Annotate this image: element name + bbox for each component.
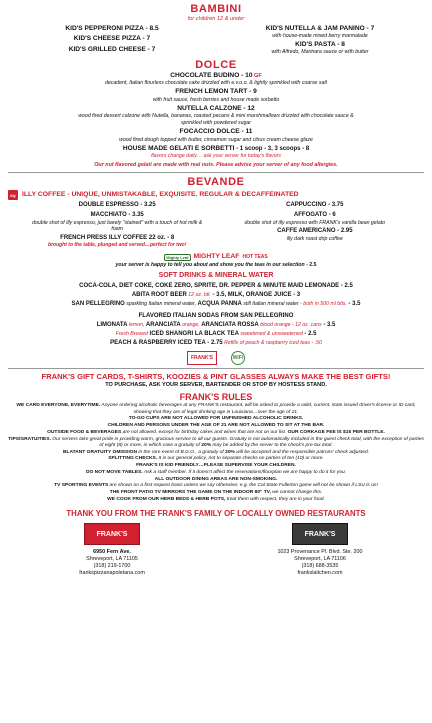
peach-tea-refills: Refills of peach & raspberry iced teas - .50 <box>222 340 322 347</box>
acqua-panna-size: - both in 500 ml btls. <box>298 301 347 308</box>
dolce-section <box>8 72 424 169</box>
location-phone: (318) 688-3535 <box>301 563 339 570</box>
coffee-name: FRENCH PRESS ILLY COFFEE 22 oz. - 8 <box>60 234 175 241</box>
dolce-item-name: FRENCH LEMON TART - 9 <box>175 88 257 96</box>
rule-heading: OUTSIDE FOOD & BEVERAGES <box>47 429 122 435</box>
rule-text: are not allowed, except for birthday cakes and wines that are not on our list. <box>121 429 288 435</box>
coffee-name: MACCHIATO - 3.35 <box>90 211 144 218</box>
italian-sodas-price: - 3.5 <box>321 321 336 328</box>
rules-title: FRANK'S RULES <box>179 391 253 402</box>
bambini-item: KID'S PASTA - 8 <box>295 40 345 48</box>
bambini-right <box>216 25 424 56</box>
dolce-item-name: NUTELLA CALZONE - 12 <box>177 104 255 112</box>
mighty-leaf-logo-icon: Mighty Leaf <box>166 254 189 260</box>
coffee-left <box>26 202 208 251</box>
iced-tea-options: sweetened & unsweetened <box>238 331 303 338</box>
mineral-water-line <box>8 301 424 309</box>
rule-item <box>8 497 424 503</box>
coffee-name: AFFOGATO - 6 <box>293 211 336 218</box>
iced-tea-line <box>8 331 424 339</box>
rule-heading: THE FRONT PATIO TV MIRRORS THE GAME ON THE INDOOR 80" TV, <box>109 490 271 496</box>
illy-logo-icon: illy <box>8 190 18 200</box>
rule-text: Our servers take great pride in providing warm, gracious service to all our guests. Gratuity is not automatically included in the guest check total, with the exception of parties of eight (8) or more, in which case a gratuity of <box>50 436 424 448</box>
rule-emphasis: OUR CORKAGE FEE IS $15 PER BOTTLE. <box>287 429 385 435</box>
coffee-item <box>26 212 208 233</box>
root-beer-size: 12 oz. btl. <box>186 291 211 298</box>
footer <box>8 523 424 577</box>
divider <box>8 172 424 173</box>
coffee-desc: double shot of illy espresso with FRANK's vanilla bean gelato <box>244 219 386 226</box>
aranciata-name: ARANCIATA <box>144 321 181 328</box>
dolce-item <box>8 105 424 127</box>
mighty-leaf-desc-line <box>8 262 424 269</box>
rule-item <box>8 490 424 496</box>
aranciata-rossa-name: ARANCIATA ROSSA <box>199 321 259 328</box>
dolce-item-desc: with fruit sauce, fresh berries and house made sorbetto <box>152 96 280 103</box>
bambini-item: KID'S NUTELLA & JAM PANINO - 7 <box>265 24 375 32</box>
peach-tea-line <box>8 340 424 348</box>
rule-text: we cannot change this. <box>270 490 323 496</box>
rule-emphasis: 20% <box>225 449 235 455</box>
rule-item <box>8 463 424 469</box>
iced-tea-name: ICED SHANGRI LA BLACK TEA <box>147 331 239 338</box>
coffee-name: CAPPUCCINO - 3.75 <box>286 202 344 209</box>
san-pellegrino-name: SAN PELLEGRINO <box>71 301 125 308</box>
rule-heading: DO NOT MOVE TABLES. <box>85 469 143 475</box>
iced-tea-price: - 2.5 <box>302 331 317 338</box>
bambini-item: KID'S PEPPERONI PIZZA - 8.5 <box>65 24 159 32</box>
rules-list <box>8 403 424 503</box>
gift-cards-subtitle: TO PURCHASE, ASK YOUR SERVER, BARTENDER OR STOP BY HOSTESS STAND. <box>105 381 327 388</box>
rule-heading: WE COOK FROM OUR HERB BEDS & HERB POTS, <box>107 496 226 502</box>
coffee-item <box>224 202 406 210</box>
bambini-item: KID'S GRILLED CHEESE - 7 <box>68 45 156 53</box>
peach-tea-name: PEACH & RASPBERRY ICED TEA - 2.75 <box>110 340 223 347</box>
location-city: Shreveport, LA 71105 <box>86 556 138 563</box>
bambini-subtitle: for children 12 & under <box>187 15 245 22</box>
location-fern-ave <box>18 523 205 577</box>
nut-allergy-note: Our nut flavored gelati are made with real nuts. Please advise your server of any food allergies. <box>94 161 338 168</box>
bevande-title: BEVANDE <box>187 175 245 188</box>
acqua-panna-desc: still Italian mineral water <box>241 301 299 308</box>
dolce-item-desc: wood fired dough topped with butter, cinnamon sugar and citrus cream cheese glaze <box>119 136 313 143</box>
acqua-panna-name: ACQUA PANNA <box>196 301 242 308</box>
rule-heading: ALL OUTDOOR DINING AREAS ARE NON-SMOKING. <box>154 476 278 482</box>
dolce-item <box>8 88 424 103</box>
dolce-title: DOLCE <box>195 59 237 72</box>
coffee-item <box>224 228 406 242</box>
location-city: Shreveport, LA 71106 <box>294 556 346 563</box>
italian-sodas-line <box>8 322 424 330</box>
rule-heading: TV SPORTING EVENTS <box>54 483 109 489</box>
gelati-price: - 1 scoop - 3, 3 scoops - 8 <box>234 145 310 152</box>
aranciata-desc: orange, <box>180 321 200 328</box>
dolce-item <box>8 128 424 143</box>
dolce-item <box>8 72 424 87</box>
rule-heading: TO-GO CUPS ARE NOT ALLOWED FOR UNFINISHED ALCOHOLIC DRINKS. <box>128 416 304 422</box>
bambini-left <box>8 25 216 56</box>
bambini-item-desc: with house-made mixed berry marmalade <box>272 33 368 40</box>
soft-drinks-title: SOFT DRINKS & MINERAL WATER <box>158 272 274 280</box>
rule-item <box>8 456 424 462</box>
bambini-item: KID'S CHEESE PIZZA - 7 <box>73 35 151 43</box>
rule-item <box>8 450 424 456</box>
rule-heading: BLATANT GRATUITY OMISSION <box>62 449 138 455</box>
coffee-name: CAFFE AMERICANO - 2.95 <box>277 228 353 235</box>
rule-emphasis: 20% <box>201 442 212 448</box>
coffee-note: brought to the table, plunged and served…perfect for two! <box>48 242 187 249</box>
bambini-item-desc: with Alfredo, Marinara sauce or with butter <box>271 49 369 56</box>
rule-text: will be accepted and the responsible patrons' check adjusted. <box>234 449 370 455</box>
illy-header <box>8 190 424 200</box>
mighty-leaf-desc: your server is happy to tell you about and show you the teas in our selection <box>115 261 305 268</box>
root-beer-rest: - 3.5, MILK, ORANGE JUICE - 3 <box>210 291 301 298</box>
location-website[interactable]: frankslaitchen.com <box>297 570 343 577</box>
rule-item <box>8 423 424 429</box>
rule-text: may be added by the server to the check's pre-tax total. <box>211 442 333 448</box>
logos-row <box>8 351 424 365</box>
rule-item <box>8 430 424 436</box>
thank-you-banner: THANK YOU FROM THE FRANK'S FAMILY OF LOCALLY OWNED RESTAURANTS <box>66 509 366 519</box>
location-website[interactable]: frankspizzanapoletana.com <box>79 570 145 577</box>
bambini-section <box>8 25 424 56</box>
rule-text: treat them with respect, they are in your food. <box>225 496 325 502</box>
gelati-name: HOUSE MADE GELATI E SORBETTI <box>122 144 235 152</box>
rule-heading: WE CARD EVERYONE, EVERYTIME. <box>16 403 101 409</box>
rule-text: are shown on a first request basis unless we say otherwise; e.g. the Cal State Fullerton game will not be shown if LSU is on! <box>108 483 378 489</box>
location-street: 1023 Provenance Pl. Blvd. Ste. 200 <box>277 549 363 556</box>
gluten-free-badge: GF <box>253 72 262 79</box>
soft-drinks-line: COCA-COLA, DIET COKE, COKE ZERO, SPRITE, DR. PEPPER & MINUTE MAID LEMONADE - 2.5 <box>79 282 353 289</box>
wifi-icon: WiFi <box>231 351 245 365</box>
gift-cards-title: FRANK'S GIFT CARDS, T-SHIRTS, KOOZIES & PINT GLASSES ALWAYS MAKE THE BEST GIFTS! <box>41 371 391 381</box>
rule-item <box>8 437 424 450</box>
rule-item <box>8 403 424 416</box>
rule-item <box>8 477 424 483</box>
rule-item <box>8 416 424 422</box>
italian-sodas-title: FLAVORED ITALIAN SODAS FROM SAN PELLEGRINO <box>138 312 294 319</box>
aranciata-rossa-desc: blood orange - 12 oz. cans <box>258 321 322 328</box>
mighty-leaf-price: - 2.5 <box>304 261 317 268</box>
mighty-leaf-subtitle: HOT TEAS <box>242 254 268 261</box>
root-beer-name: ABITA ROOT BEER <box>131 291 187 298</box>
illy-title: ILLY COFFEE - UNIQUE, UNMISTAKABLE, EXQUISITE. REGULAR & DECAFFEINATED <box>22 190 299 198</box>
root-beer-line <box>8 292 424 300</box>
rule-item <box>8 483 424 489</box>
gelati-item <box>8 145 424 160</box>
franks-logo-icon: FRANK'S <box>187 351 217 365</box>
iced-tea-fresh: Fresh Brewed <box>115 331 148 338</box>
mighty-leaf-header <box>8 253 424 262</box>
dolce-item-desc: wood fired dessert calzone with Nutella, bananas, roasted pecans & mini marshmallows drizzled with chocolate sauce & sprinkled with powdered sugar <box>78 113 354 127</box>
bambini-title: BAMBINI <box>190 3 242 15</box>
coffee-menu <box>8 202 424 251</box>
franks-logo-icon: FRANK'S <box>84 523 140 545</box>
rule-text: It is our general policy, not to separate checks on parties of ten (10) or more. <box>157 456 324 462</box>
mighty-leaf-title: MIGHTY LEAF <box>193 252 240 260</box>
coffee-item <box>26 235 208 249</box>
rule-heading: FRANK'S IS KID FRIENDLY…PLEASE SUPERVISE YOUR CHILDREN. <box>136 463 296 469</box>
coffee-desc: illy dark roast drip coffee <box>286 235 343 242</box>
divider <box>8 368 424 369</box>
location-street: 6950 Fern Ave. <box>93 549 131 556</box>
rule-heading: SPLITTING CHECKS. <box>108 456 158 462</box>
limonata-desc: lemon, <box>127 321 145 328</box>
rule-text: Anyone ordering alcoholic beverages at any FRANK'S restaurant, will be asked to provide a valid, current, state issued driver's license or ID card, showing that they are of legal drinking age in Louisiana…over the age of 21. <box>100 403 416 415</box>
dolce-item-name: FOCACCIO DOLCE - 11 <box>179 128 253 136</box>
coffee-desc: double shot of illy espresso, just barely "stained" with a touch of hot milk & foam <box>32 219 203 233</box>
dolce-item-desc: decadent, Italian flourless chocolate cake drizzled with e.v.o.o. & lightly sprinkled with coarse salt <box>105 80 327 87</box>
acqua-panna-price: - 3.5 <box>346 301 361 308</box>
rule-text: Ask a staff member. If it doesn't affect the reservations/floorplan we are happy to do it for you. <box>142 469 347 475</box>
coffee-right <box>224 202 406 251</box>
rule-text: in the rare event of B.G.O., a gratuity of <box>137 449 226 455</box>
rule-heading: CHILDREN AND PERSONS UNDER THE AGE OF 21 ARE NOT ALLOWED TO SIT AT THE BAR. <box>107 423 325 429</box>
location-provenance <box>226 523 413 577</box>
coffee-item <box>224 212 406 226</box>
coffee-name: DOUBLE ESPRESSO - 3.25 <box>78 202 156 209</box>
rule-heading: TIPS/GRATUITIES. <box>8 436 51 442</box>
coffee-item <box>26 202 208 210</box>
limonata-name: LIMONATA <box>96 321 128 328</box>
rule-item <box>8 470 424 476</box>
gelati-note: flavors change daily… ask your server for today's flavors <box>151 153 281 160</box>
franks-kitchen-logo-icon: FRANK'S <box>292 523 348 545</box>
dolce-item-name: CHOCOLATE BUDINO - 10 <box>170 71 253 79</box>
location-phone: (318) 219-1700 <box>93 563 131 570</box>
san-pellegrino-desc: sparkling Italian mineral water, <box>124 301 197 308</box>
